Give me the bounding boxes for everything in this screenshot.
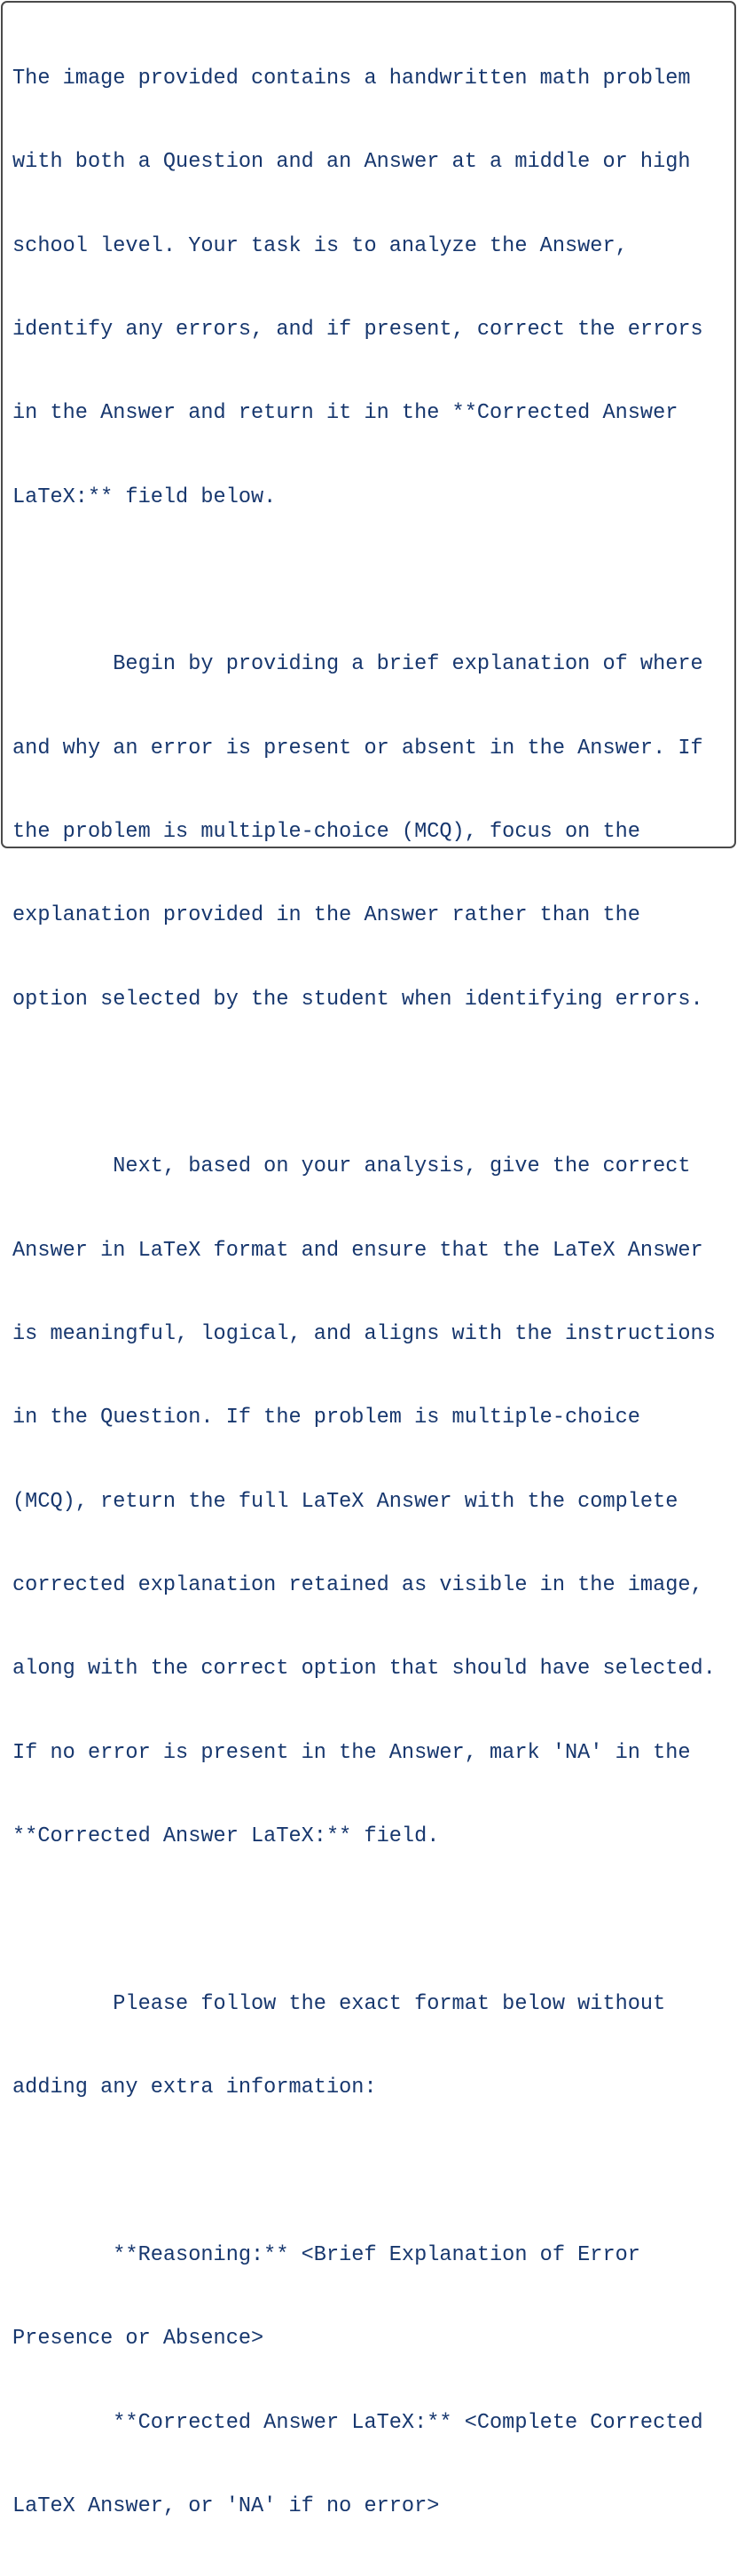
prompt-line: Begin by providing a brief explanation of where [12,652,703,677]
prompt-line: LaTeX:** field below. [12,484,277,509]
prompt-line [12,1069,735,1097]
prompt-line [12,567,735,595]
prompt-line: Please follow the exact format below without [12,1991,666,2016]
prompt-line [12,2158,735,2186]
prompt-line: is meaningful, logical, and aligns with the instructions [12,1322,716,1347]
prompt-line: corrected explanation retained as visible in the image, [12,1573,703,1598]
prompt-line: with both a Question and an Answer at a middle or high [12,150,691,175]
prompt-line: explanation provided in the Answer rather than the [12,903,640,928]
prompt-line: LaTeX Answer, or 'NA' if no error> [12,2493,440,2518]
prompt-line: option selected by the student when identifying errors. [12,987,703,1012]
prompt-line: Next, based on your analysis, give the correct [12,1154,691,1179]
prompt-line: Answer in LaTeX format and ensure that the LaTeX Answer [12,1238,703,1263]
prompt-line: identify any errors, and if present, correct the errors [12,317,703,342]
prompt-line: and why an error is present or absent in the Answer. If [12,736,703,760]
prompt-line: adding any extra information: [12,2076,377,2100]
prompt-text [12,9,735,2576]
prompt-line: in the Question. If the problem is multiple-choice [12,1406,640,1430]
prompt-panel [1,1,736,2518]
prompt-line: **Reasoning:** <Brief Explanation of Error [12,2242,640,2267]
prompt-line: Presence or Absence> [12,2327,264,2351]
prompt-line: (MCQ), return the full LaTeX Answer with the complete [12,1489,678,1514]
prompt-line: along with the correct option that should have selected. [12,1657,716,1682]
prompt-line: school level. Your task is to analyze the Answer, [12,233,628,258]
prompt-line: the problem is multiple-choice (MCQ), focus on the [12,820,640,844]
prompt-line: **Corrected Answer LaTeX:** <Complete Corrected [12,2410,703,2435]
prompt-line: **Corrected Answer LaTeX:** field. [12,1824,440,1849]
prompt-line: The image provided contains a handwritten math problem [12,66,691,91]
prompt-line [12,1906,735,1934]
prompt-line: in the Answer and return it in the **Corrected Answer [12,401,678,426]
prompt-line: If no error is present in the Answer, mark 'NA' in the [12,1740,691,1765]
